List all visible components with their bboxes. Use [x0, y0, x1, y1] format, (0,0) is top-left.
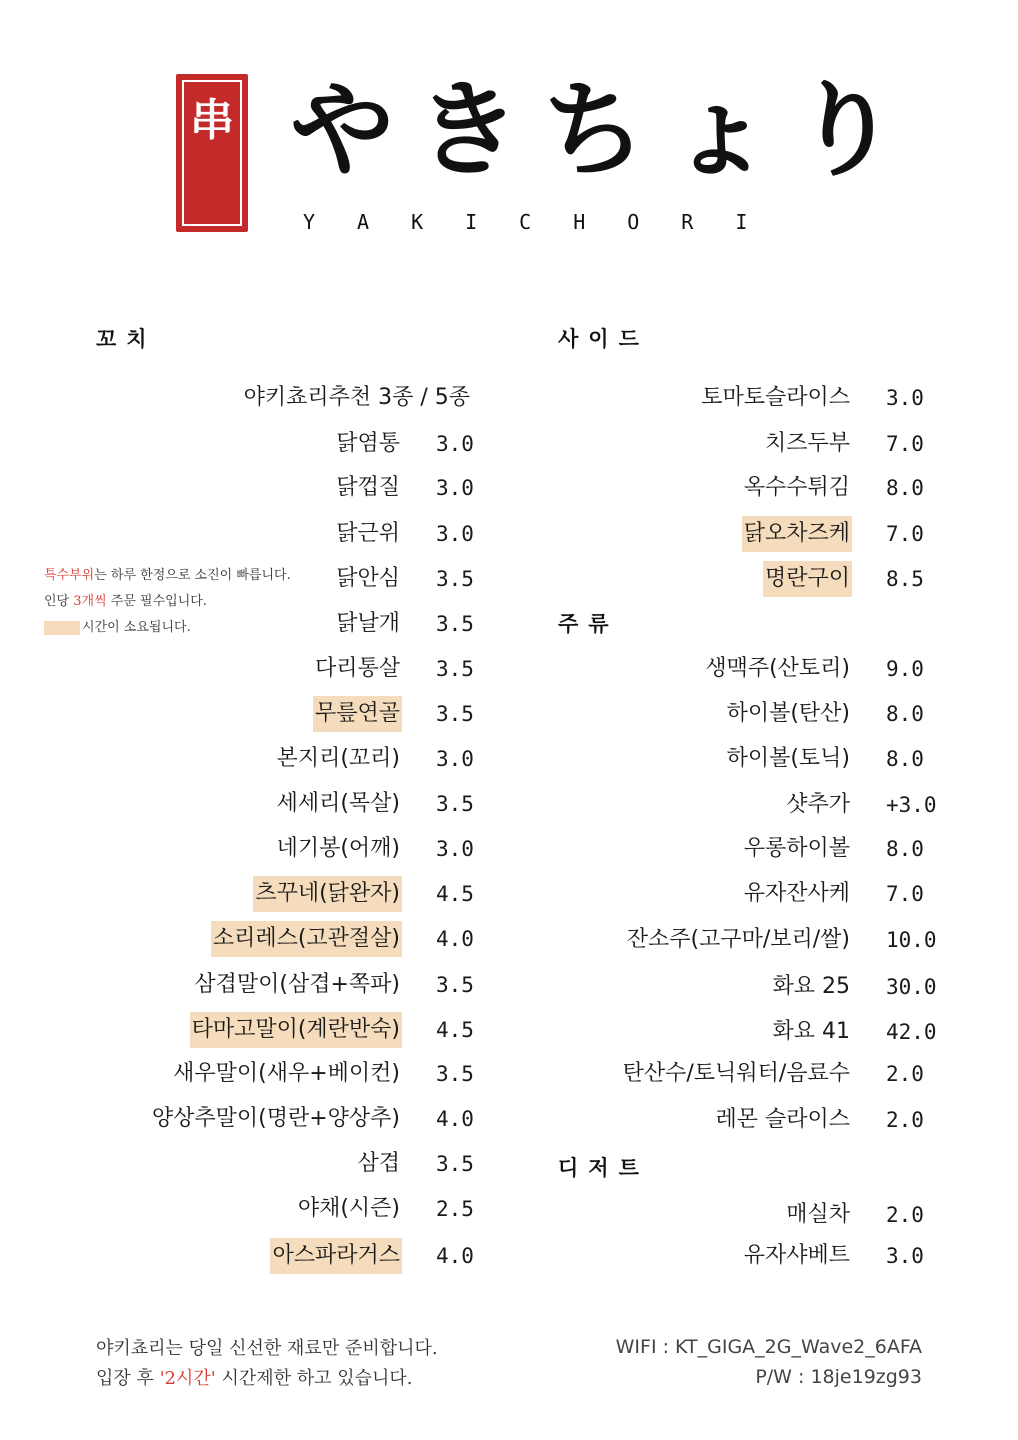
footer-time-rest: 시간제한 하고 있습니다.: [215, 1368, 413, 1389]
menu-item-name: 명란구이: [763, 561, 852, 597]
menu-item-name: 소리레스(고관절살): [211, 921, 402, 957]
menu-item-price: 2.0: [886, 1108, 924, 1132]
menu-item-price: 3.0: [886, 1244, 924, 1268]
menu-item-name: 삼겹: [357, 1151, 400, 1176]
menu-item-price: 3.5: [436, 1152, 474, 1176]
menu-item-name: 네기봉(어깨): [276, 836, 400, 861]
menu-item-name: 새우말이(새우+베이컨): [173, 1061, 400, 1086]
menu-item-name: 닭껍질: [336, 475, 400, 500]
menu-item-name: 하이볼(탄산): [726, 701, 850, 726]
menu-item: [0, 426, 924, 462]
wifi-password: P/W : 18je19zg93: [755, 1366, 922, 1388]
brand-name-japanese: やきちょり: [290, 68, 921, 191]
note-time-text: 시간이 소요됩니다.: [82, 620, 191, 635]
menu-item-name: 생맥주(산토리): [705, 656, 850, 681]
menu-item-price: 10.0: [886, 928, 937, 952]
menu-item: [0, 1238, 924, 1274]
menu-item-name: 닭근위: [336, 521, 400, 546]
menu-item: [0, 1102, 924, 1138]
menu-item-price: 3.5: [436, 973, 474, 997]
note-order-prefix: 인당: [44, 594, 74, 609]
menu-item-price: 3.0: [436, 522, 474, 546]
menu-item-name: 아스파라거스: [270, 1238, 402, 1274]
wifi-name: WIFI : KT_GIGA_2G_Wave2_6AFA: [615, 1336, 922, 1358]
menu-item-name: 토마토슬라이스: [701, 385, 850, 410]
menu-item-name: 화요 25: [772, 974, 850, 999]
menu-item-name: 매실차: [786, 1202, 850, 1227]
footer-freshness-note: 야키쵸리는 당일 신선한 재료만 준비합니다.: [96, 1338, 438, 1359]
menu-item-name: 닭날개: [336, 611, 400, 636]
menu-item-price: 4.0: [436, 927, 474, 951]
menu-item-price: 9.0: [886, 657, 924, 681]
menu-item-name: 삼겹말이(삼겹+쪽파): [194, 972, 400, 997]
menu-item: [0, 516, 924, 552]
menu-item-name: 우롱하이볼: [743, 836, 850, 861]
menu-item-price: 4.5: [436, 882, 474, 906]
menu-item-price: 3.5: [436, 657, 474, 681]
menu-item: [0, 876, 924, 912]
section-title-drinks: 주류: [558, 612, 619, 636]
menu-item-price: 7.0: [886, 432, 924, 456]
menu-item: [0, 969, 937, 1005]
menu-item-name: 치즈두부: [764, 431, 850, 456]
note-special-parts-rest: 는 하루 한정으로 소진이 빠릅니다.: [94, 568, 291, 583]
menu-item-name: 잔소주(고구마/보리/쌀): [626, 927, 850, 952]
menu-item-price: 3.0: [436, 747, 474, 771]
highlight-swatch: [44, 621, 80, 635]
menu-item: [0, 741, 924, 777]
menu-item-price: 8.0: [886, 747, 924, 771]
note-order-minimum: [44, 591, 207, 613]
menu-item-price: 42.0: [886, 1020, 937, 1044]
menu-item-price: 4.0: [436, 1244, 474, 1268]
section-title-sides: 사이드: [558, 327, 649, 351]
menu-item-name: 닭오차즈케: [742, 516, 852, 552]
menu-item: [0, 1146, 474, 1182]
menu-item: [0, 380, 924, 416]
menu-item-name: 야키쵸리추천 3종 / 5종: [243, 385, 470, 410]
menu-item-price: 4.5: [436, 1018, 474, 1042]
menu-item-price: 4.0: [436, 1107, 474, 1131]
menu-item-price: 2.0: [886, 1062, 924, 1086]
menu-item-price: 30.0: [886, 975, 937, 999]
menu-item-price: 7.0: [886, 522, 924, 546]
menu-item-price: 3.0: [436, 476, 474, 500]
menu-item: [0, 1014, 937, 1050]
section-title-desserts: 디저트: [558, 1156, 649, 1180]
menu-item-price: 8.0: [886, 476, 924, 500]
menu-item-name: 화요 41: [772, 1019, 850, 1044]
menu-item-price: +3.0: [886, 793, 937, 817]
menu-item-name: 츠꾸네(닭완자): [253, 876, 402, 912]
section-title-skewers: 꼬치: [96, 327, 157, 351]
footer-time-limit: [96, 1364, 413, 1394]
menu-item: [0, 470, 924, 506]
menu-item-name: 양상추말이(명란+양상추): [151, 1106, 400, 1131]
note-order-rest: 주문 필수입니다.: [106, 594, 207, 609]
footer-time-prefix: 입장 후: [96, 1368, 160, 1389]
menu-item: [0, 1056, 924, 1092]
menu-item-name: 본지리(꼬리): [276, 746, 400, 771]
menu-item-price: 3.5: [436, 567, 474, 591]
menu-item-price: 3.0: [436, 837, 474, 861]
menu-item-name: 다리통살: [314, 656, 400, 681]
menu-item-price: 2.0: [886, 1203, 924, 1227]
menu-item-name: 샷추가: [786, 792, 850, 817]
menu-item-price: 3.0: [436, 432, 474, 456]
footer-time-red: '2시간': [159, 1368, 216, 1389]
logo-seal-glyph: 串: [190, 95, 234, 146]
menu-item-name: 무릎연골: [313, 696, 402, 732]
menu-item-name: 타마고말이(계란반숙): [190, 1012, 402, 1048]
menu-item-price: 8.5: [886, 567, 924, 591]
menu-item-price: 3.5: [436, 792, 474, 816]
menu-item-price: 3.0: [886, 386, 924, 410]
menu-item-price: 8.0: [886, 702, 924, 726]
menu-item-name: 닭안심: [336, 566, 400, 591]
menu-item-name: 탄산수/토닉워터/음료수: [622, 1061, 850, 1086]
menu-item: [0, 651, 924, 687]
menu-item-price: 2.5: [436, 1197, 474, 1221]
logo-seal: [176, 74, 248, 232]
menu-item-name: 옥수수튀김: [743, 475, 850, 500]
menu-item-name: 닭염통: [336, 431, 400, 456]
note-time-required: [44, 617, 191, 639]
menu-item-name: 유자샤베트: [743, 1243, 850, 1268]
menu-item-name: 야채(시즌): [297, 1196, 400, 1221]
menu-item-price: 7.0: [886, 882, 924, 906]
menu-item: [0, 1197, 924, 1233]
note-special-parts: [44, 565, 291, 587]
note-order-red: 3개씩: [73, 594, 107, 609]
note-special-parts-red: 특수부위: [44, 568, 95, 583]
menu-item-name: 레몬 슬라이스: [715, 1107, 850, 1132]
menu-item-name: 하이볼(토닉): [726, 746, 850, 771]
menu-item-price: 8.0: [886, 837, 924, 861]
menu-item: [0, 787, 937, 823]
menu-item: [0, 831, 924, 867]
menu-item-price: 3.5: [436, 1062, 474, 1086]
menu-item-price: 3.5: [436, 612, 474, 636]
menu-item: [0, 696, 924, 732]
menu-item-price: 3.5: [436, 702, 474, 726]
brand-name-english: YAKICHORI: [303, 210, 790, 234]
menu-item: [0, 922, 937, 958]
menu-item-name: 유자잔사케: [743, 881, 850, 906]
menu-item-name: 세세리(목살): [276, 791, 400, 816]
